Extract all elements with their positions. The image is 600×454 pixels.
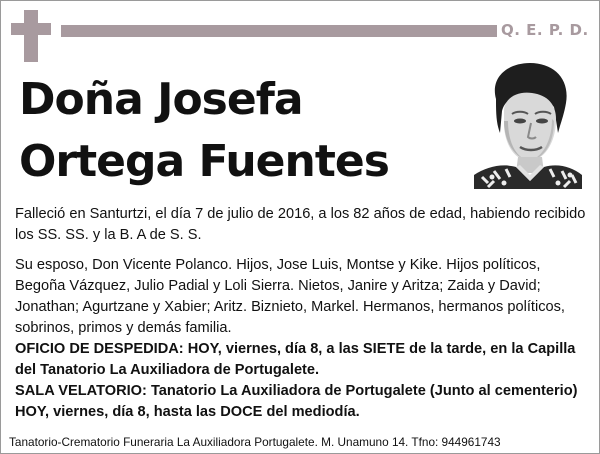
funeral-home-footer: Tanatorio-Crematorio Funeraria La Auxiliadora Portugalete. M. Unamuno 14. Tfno: 944961743 — [9, 435, 501, 449]
deceased-name — [19, 69, 459, 193]
wake-room-paragraph: SALA VELATORIO: Tanatorio La Auxiliadora de Portugalete (Junto al cementerio) HOY, viernes, día 8, hasta las DOCE del mediodía. — [15, 383, 578, 420]
notice-body — [15, 204, 587, 423]
funeral-service-paragraph: OFICIO DE DESPEDIDA: HOY, viernes, día 8, a las SIETE de la tarde, en la Capilla del Tanatorio La Auxiliadora de Portugalete. — [15, 341, 576, 378]
death-paragraph: Falleció en Santurtzi, el día 7 de julio de 2016, a los 82 años de edad, habiendo recibido los SS. SS. y la B. A de S. S. — [15, 206, 586, 243]
qepd-label: Q. E. P. D. — [501, 21, 589, 39]
portrait-image — [474, 59, 582, 189]
family-paragraph: Su esposo, Don Vicente Polanco. Hijos, Jose Luis, Montse y Kike. Hijos políticos, Begoña Vázquez, Julio Padial y Loli Sierra. Nietos, Janire y Aritza; Zaida y David; Jonathan; Agurtzane y Xabier; Aritz. Biznieto, Markel. Hermanos, hermanos políticos, sobrinos, primos y demás familia. — [15, 257, 565, 336]
header-divider-bar — [61, 25, 497, 37]
deceased-name-line-2: Ortega Fuentes — [19, 136, 389, 187]
cross-horizontal-bar — [11, 23, 51, 35]
deceased-portrait — [474, 59, 582, 189]
cross-vertical-bar — [24, 10, 38, 62]
deceased-name-line-1: Doña Josefa — [19, 74, 303, 125]
